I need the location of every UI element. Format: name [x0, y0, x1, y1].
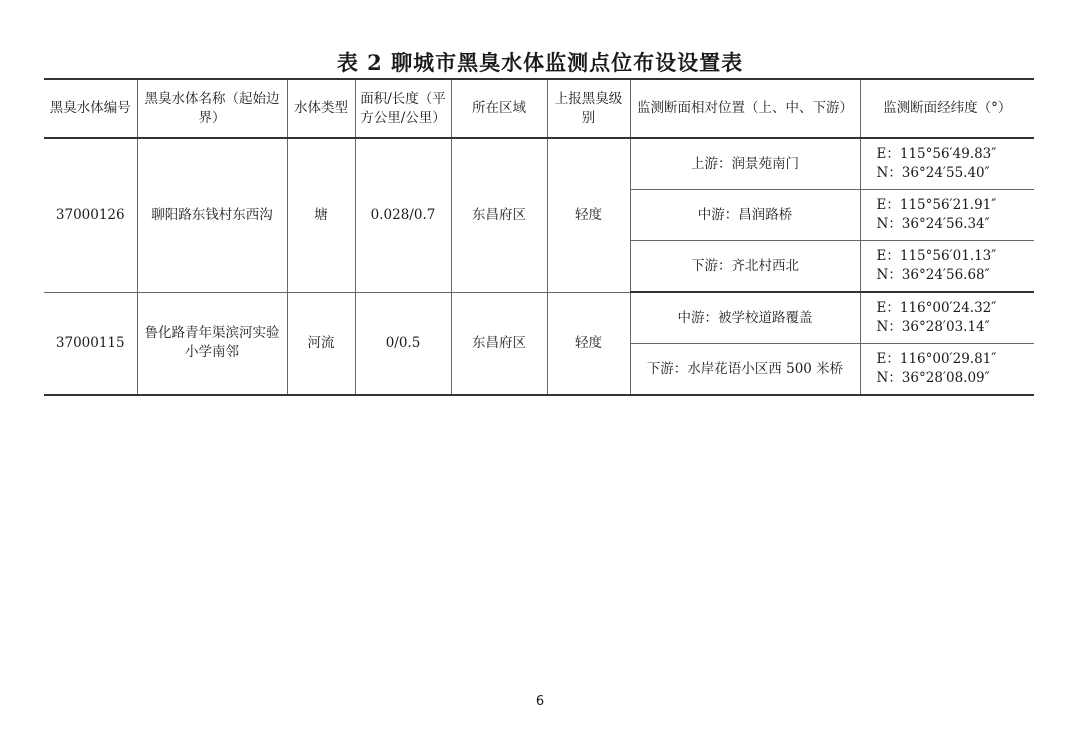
coord-latitude: N：36°24′55.40″ — [876, 165, 990, 181]
cell-level: 轻度 — [547, 292, 630, 395]
cell-id: 37000126 — [44, 138, 137, 292]
coord-latitude: N：36°24′56.68″ — [876, 267, 990, 283]
cell-area: 0/0.5 — [355, 292, 451, 395]
coord-longitude: E：116°00′24.32″ — [876, 300, 997, 316]
cell-name: 聊阳路东钱村东西沟 — [137, 138, 287, 292]
header-region: 所在区域 — [451, 79, 547, 138]
header-type: 水体类型 — [287, 79, 355, 138]
monitoring-table — [44, 78, 1034, 396]
header-position: 监测断面相对位置（上、中、下游） — [630, 79, 860, 138]
header-coords: 监测断面经纬度（°） — [860, 79, 1034, 138]
cell-position: 中游：昌润路桥 — [630, 190, 860, 241]
cell-area: 0.028/0.7 — [355, 138, 451, 292]
coord-longitude: E：116°00′29.81″ — [876, 351, 997, 367]
cell-coords — [860, 190, 1034, 241]
coord-longitude: E：115°56′01.13″ — [876, 248, 997, 264]
coord-latitude: N：36°28′03.14″ — [876, 319, 990, 335]
table-row — [44, 138, 1034, 190]
table-row — [44, 292, 1034, 344]
cell-level: 轻度 — [547, 138, 630, 292]
coord-longitude: E：115°56′21.91″ — [876, 197, 997, 213]
cell-coords — [860, 241, 1034, 293]
cell-coords — [860, 344, 1034, 396]
cell-type: 河流 — [287, 292, 355, 395]
cell-position: 下游：齐北村西北 — [630, 241, 860, 293]
coord-latitude: N：36°28′08.09″ — [876, 370, 990, 386]
header-level: 上报黑臭级别 — [547, 79, 630, 138]
coord-latitude: N：36°24′56.34″ — [876, 216, 990, 232]
cell-region: 东昌府区 — [451, 292, 547, 395]
cell-id: 37000115 — [44, 292, 137, 395]
cell-coords — [860, 292, 1034, 344]
table-title: 表 2 聊城市黑臭水体监测点位布设设置表 — [336, 50, 744, 75]
cell-position: 中游：被学校道路覆盖 — [630, 292, 860, 344]
header-area: 面积/长度（平方公里/公里） — [355, 79, 451, 138]
cell-name: 鲁化路青年渠滨河实验小学南邻 — [137, 292, 287, 395]
coord-longitude: E：115°56′49.83″ — [876, 146, 997, 162]
cell-coords — [860, 138, 1034, 190]
cell-type: 塘 — [287, 138, 355, 292]
header-row — [44, 79, 1034, 138]
cell-region: 东昌府区 — [451, 138, 547, 292]
cell-position: 上游：润景苑南门 — [630, 138, 860, 190]
page-number: 6 — [535, 694, 545, 709]
header-name: 黑臭水体名称（起始边界） — [137, 79, 287, 138]
header-id: 黑臭水体编号 — [44, 79, 137, 138]
cell-position: 下游：水岸花语小区西 500 米桥 — [630, 344, 860, 396]
